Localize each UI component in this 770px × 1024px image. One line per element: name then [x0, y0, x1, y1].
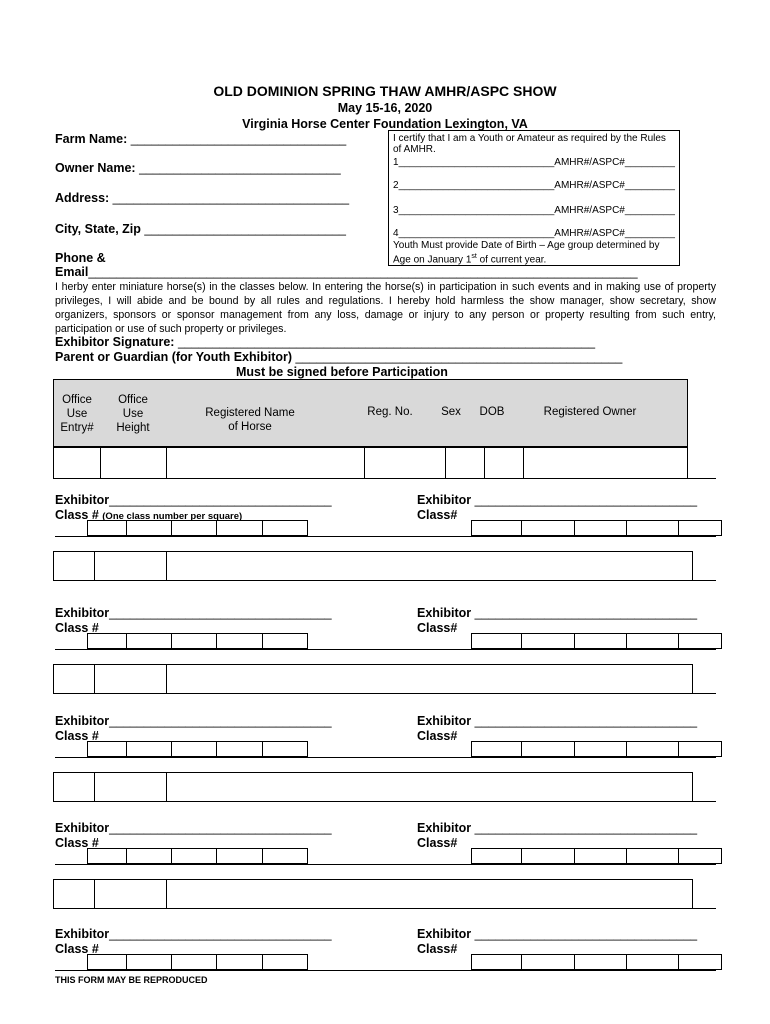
class-number-box[interactable] — [521, 633, 575, 649]
class-number-box[interactable] — [521, 741, 575, 757]
email-field[interactable]: Email_______________________________________________________________________________ — [55, 265, 638, 279]
class-number-box[interactable] — [87, 520, 127, 536]
certify-intro: I certify that I am a Youth or Amateur as required by the Rules of AMHR. — [393, 133, 666, 155]
exhibitor-right-label: Exhibitor — [417, 927, 472, 941]
horse-details-cell[interactable] — [166, 772, 693, 802]
class-number-box[interactable] — [216, 848, 263, 864]
class-left-label: Class # — [55, 621, 99, 635]
class-number-box[interactable] — [471, 520, 522, 536]
entry-cell[interactable] — [53, 447, 101, 479]
class-number-box[interactable] — [626, 954, 679, 970]
office-use-entry-header: Office Use Entry# — [60, 394, 94, 434]
class-number-box[interactable] — [678, 741, 722, 757]
class-number-box[interactable] — [87, 954, 127, 970]
exhibitor-right-field[interactable]: Exhibitor ________________________________ — [417, 606, 698, 620]
parent-signature-label: Parent or Guardian (for Youth Exhibitor) — [55, 350, 293, 364]
entry-cell[interactable] — [53, 772, 95, 802]
farm-name-field[interactable]: Farm Name: _______________________________ — [55, 132, 347, 146]
reg-no-cell[interactable] — [364, 447, 446, 479]
class-number-box[interactable] — [262, 633, 308, 649]
class-number-box[interactable] — [216, 633, 263, 649]
horse-name-cell[interactable] — [166, 447, 365, 479]
class-number-box[interactable] — [262, 741, 308, 757]
class-number-box[interactable] — [262, 954, 308, 970]
class-number-box[interactable] — [216, 954, 263, 970]
exhibitor-left-label: Exhibitor — [55, 821, 110, 835]
class-right-label: Class# — [417, 621, 458, 635]
class-number-box[interactable] — [216, 520, 263, 536]
class-left-label: Class # — [55, 836, 99, 850]
owner-cell[interactable] — [523, 447, 688, 479]
youth-dob-note: Youth Must provide Date of Birth – Age group determined by Age on January 1st of current year. — [393, 240, 660, 266]
height-cell[interactable] — [100, 447, 167, 479]
exhibitor-right-label: Exhibitor — [417, 493, 472, 507]
class-number-box[interactable] — [626, 520, 679, 536]
certify-line-2[interactable]: 2____________________________AMHR#/ASPC#_________ — [393, 180, 675, 191]
class-number-box[interactable] — [574, 633, 627, 649]
horse-details-cell[interactable] — [166, 664, 693, 694]
exhibitor-right-field[interactable]: Exhibitor ________________________________ — [417, 821, 698, 835]
office-use-height-header: Office Use Height — [116, 394, 150, 434]
dob-header: DOB — [479, 406, 505, 418]
height-cell[interactable] — [94, 551, 167, 581]
city-state-zip-field[interactable]: City, State, Zip _____________________________ — [55, 222, 346, 236]
address-field[interactable]: Address: __________________________________ — [55, 191, 350, 205]
exhibitor-left-field[interactable]: Exhibitor________________________________ — [55, 714, 332, 728]
class-number-box[interactable] — [126, 954, 172, 970]
class-number-box[interactable] — [87, 741, 127, 757]
class-number-box[interactable] — [678, 954, 722, 970]
class-note: (One class number per square) — [102, 511, 243, 522]
block-divider — [55, 970, 716, 971]
class-number-box[interactable] — [171, 741, 217, 757]
height-cell[interactable] — [94, 664, 167, 694]
class-number-box[interactable] — [171, 520, 217, 536]
sex-cell[interactable] — [445, 447, 485, 479]
registered-name-header: Registered Name of Horse — [205, 407, 295, 433]
owner-name-field[interactable]: Owner Name: _____________________________ — [55, 161, 341, 175]
class-number-box[interactable] — [521, 954, 575, 970]
class-number-box[interactable] — [216, 741, 263, 757]
exhibitor-right-field[interactable]: Exhibitor ________________________________ — [417, 927, 698, 941]
must-sign-note: Must be signed before Participation — [236, 365, 448, 379]
class-number-box[interactable] — [678, 520, 722, 536]
class-number-box[interactable] — [126, 633, 172, 649]
show-venue: Virginia Horse Center Foundation Lexington, VA — [242, 117, 528, 131]
height-cell[interactable] — [94, 879, 167, 909]
class-right-label: Class# — [417, 836, 458, 850]
class-number-box[interactable] — [87, 848, 127, 864]
class-number-box[interactable] — [574, 520, 627, 536]
class-right-label: Class# — [417, 508, 458, 522]
block-divider — [55, 649, 716, 650]
exhibitor-right-label: Exhibitor — [417, 821, 472, 835]
form-title: OLD DOMINION SPRING THAW AMHR/ASPC SHOW — [213, 83, 557, 99]
class-number-box[interactable] — [171, 954, 217, 970]
exhibitor-right-label: Exhibitor — [417, 714, 472, 728]
entry-cell[interactable] — [53, 551, 95, 581]
class-number-box[interactable] — [574, 741, 627, 757]
class-number-box[interactable] — [626, 741, 679, 757]
certify-line-4[interactable]: 4____________________________AMHR#/ASPC#_________ — [393, 228, 675, 239]
block-divider — [55, 757, 716, 758]
height-cell[interactable] — [94, 772, 167, 802]
exhibitor-left-label: Exhibitor — [55, 927, 110, 941]
class-left-label: Class # — [55, 729, 99, 743]
exhibitor-left-label: Exhibitor — [55, 493, 110, 507]
row-tail-line — [693, 801, 716, 802]
certify-line-3[interactable]: 3____________________________AMHR#/ASPC#_________ — [393, 205, 675, 216]
class-number-box[interactable] — [626, 633, 679, 649]
class-number-box[interactable] — [471, 954, 522, 970]
sex-header: Sex — [441, 406, 461, 418]
exhibitor-signature-field[interactable]: Exhibitor Signature: ____________________________________________________________ — [55, 335, 596, 349]
footer-note: THIS FORM MAY BE REPRODUCED — [55, 975, 208, 985]
exhibitor-left-field[interactable]: Exhibitor________________________________ — [55, 493, 332, 507]
class-number-box[interactable] — [87, 633, 127, 649]
class-left-label: Class # — [55, 942, 99, 956]
class-number-box[interactable] — [574, 954, 627, 970]
class-number-box[interactable] — [171, 848, 217, 864]
owner-name-label: Owner Name: — [55, 161, 136, 175]
row-tail-line — [693, 580, 716, 581]
registered-owner-header: Registered Owner — [543, 406, 637, 418]
city-state-zip-label: City, State, Zip — [55, 222, 141, 236]
show-dates: May 15-16, 2020 — [337, 101, 433, 115]
exhibitor-left-label: Exhibitor — [55, 606, 110, 620]
class-number-box[interactable] — [171, 633, 217, 649]
class-number-box[interactable] — [521, 520, 575, 536]
class-number-box[interactable] — [678, 633, 722, 649]
class-number-box[interactable] — [626, 848, 679, 864]
class-number-box[interactable] — [262, 520, 308, 536]
waiver-text: I herby enter miniature horse(s) in the classes below. In entering the horse(s) in participation in such events and in making use of property privileges, I will abide and be bound by all rules and regulations. I hereby hold harmless the show manager, show secretary, show organizers, sponsors or sponsor management from any loss, damage or injury to any person or property resulting from such entry, participation or use of such property or privileges. — [55, 281, 716, 335]
block-divider — [55, 536, 716, 537]
exhibitor-left-field[interactable]: Exhibitor________________________________ — [55, 606, 332, 620]
class-right-label: Class# — [417, 729, 458, 743]
class-right-label: Class# — [417, 942, 458, 956]
exhibitor-left-field[interactable]: Exhibitor________________________________ — [55, 821, 332, 835]
reg-no-header: Reg. No. — [367, 406, 413, 418]
block-divider — [55, 864, 716, 865]
email-label: Email — [55, 265, 89, 279]
farm-name-label: Farm Name: — [55, 132, 128, 146]
horse-details-cell[interactable] — [166, 551, 693, 581]
class-number-box[interactable] — [471, 741, 522, 757]
parent-signature-field[interactable]: Parent or Guardian (for Youth Exhibitor) _______________________________________________ — [55, 350, 623, 364]
row-tail-line — [693, 693, 716, 694]
horse-details-cell[interactable] — [166, 879, 693, 909]
class-number-box[interactable] — [126, 848, 172, 864]
exhibitor-left-label: Exhibitor — [55, 714, 110, 728]
class-number-box[interactable] — [574, 848, 627, 864]
address-label: Address: — [55, 191, 110, 205]
exhibitor-signature-label: Exhibitor Signature: — [55, 335, 175, 349]
class-number-box[interactable] — [262, 848, 308, 864]
exhibitor-right-label: Exhibitor — [417, 606, 472, 620]
class-number-box[interactable] — [678, 848, 722, 864]
class-number-box[interactable] — [126, 520, 172, 536]
exhibitor-right-field[interactable]: Exhibitor ________________________________ — [417, 714, 698, 728]
exhibitor-left-field[interactable]: Exhibitor________________________________ — [55, 927, 332, 941]
class-number-box[interactable] — [471, 633, 522, 649]
class-number-box[interactable] — [471, 848, 522, 864]
row-tail-line — [688, 478, 716, 479]
certify-line-1[interactable]: 1____________________________AMHR#/ASPC#_________ — [393, 157, 675, 168]
phone-label: Phone & — [55, 251, 106, 265]
class-left-label: Class # (One class number per square) — [55, 508, 243, 522]
class-number-box[interactable] — [521, 848, 575, 864]
row-tail-line — [693, 908, 716, 909]
exhibitor-right-field[interactable]: Exhibitor ________________________________ — [417, 493, 698, 507]
dob-cell[interactable] — [484, 447, 524, 479]
class-number-box[interactable] — [126, 741, 172, 757]
entry-cell[interactable] — [53, 879, 95, 909]
entry-cell[interactable] — [53, 664, 95, 694]
